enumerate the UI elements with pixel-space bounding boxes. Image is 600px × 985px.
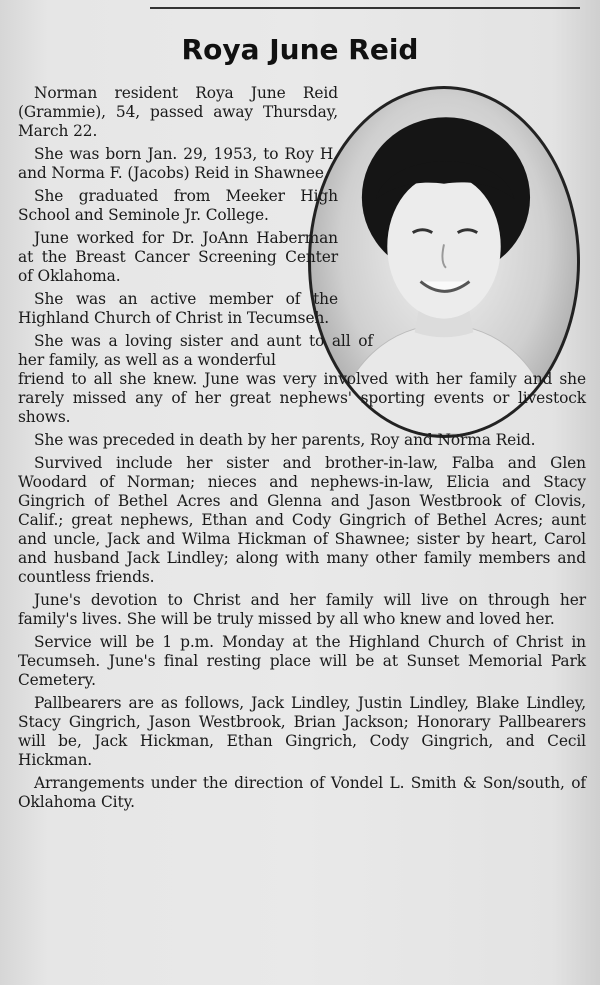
obituary-title: Roya June Reid [181, 33, 419, 66]
paragraph-arrangements: Arrangements under the direction of Vondel L. Smith & Son/south, of Oklahoma City. [18, 774, 586, 811]
top-rule [150, 7, 580, 9]
paragraph-pallbearers: Pallbearers are as follows, Jack Lindley, Justin Lindley, Blake Lindley, Stacy Gingrich, Jason Westbrook, Brian Jackson; Honorary Pallbearers will be, Jack Hickman, Ethan Gingrich, Cody Gingrich, and Cecil Hickman. [18, 694, 586, 769]
paragraph-church: She was an active member of the Highland Church of Christ in Tecumseh. [18, 290, 338, 327]
paragraph-devotion: June's devotion to Christ and her family will live on through her family's lives. She will be truly missed by all who knew and loved her. [18, 591, 586, 628]
paragraph-family-b: friend to all she knew. June was very involved with her family and she rarely missed any of her great nephews' sporting events or livestock shows. [18, 370, 586, 426]
paragraph-service: Service will be 1 p.m. Monday at the Highland Church of Christ in Tecumseh. June's final resting place will be at Sunset Memorial Park Cemetery. [18, 633, 586, 689]
obituary-body [18, 84, 586, 816]
paragraph-work: June worked for Dr. JoAnn Haberman at the Breast Cancer Screening Center of Oklahoma. [18, 229, 338, 285]
paragraph-intro: Norman resident Roya June Reid (Grammie), 54, passed away Thursday, March 22. [18, 84, 338, 140]
paragraph-family-a: She was a loving sister and aunt to all of her family, as well as a wonderful [18, 332, 373, 369]
paragraph-birth: She was born Jan. 29, 1953, to Roy H. and Norma F. (Jacobs) Reid in Shawnee. [18, 145, 338, 182]
paragraph-preceded: She was preceded in death by her parents, Roy and Norma Reid. [34, 431, 536, 449]
paragraph-survivors: Survived include her sister and brother-in-law, Falba and Glen Woodard of Norman; nieces and nephews-in-law, Elicia and Stacy Gingrich of Bethel Acres and Glenna and Jason Westbrook of Clovis, Calif.; great nephews, Ethan and Cody Gingrich of Bethel Acres; aunt and uncle, Jack and Wilma Hickman of Shawnee; sister by heart, Carol and husband Jack Lindley; along with many other family members and countless friends. [18, 454, 586, 586]
paragraph-education: She graduated from Meeker High School and Seminole Jr. College. [18, 187, 338, 224]
